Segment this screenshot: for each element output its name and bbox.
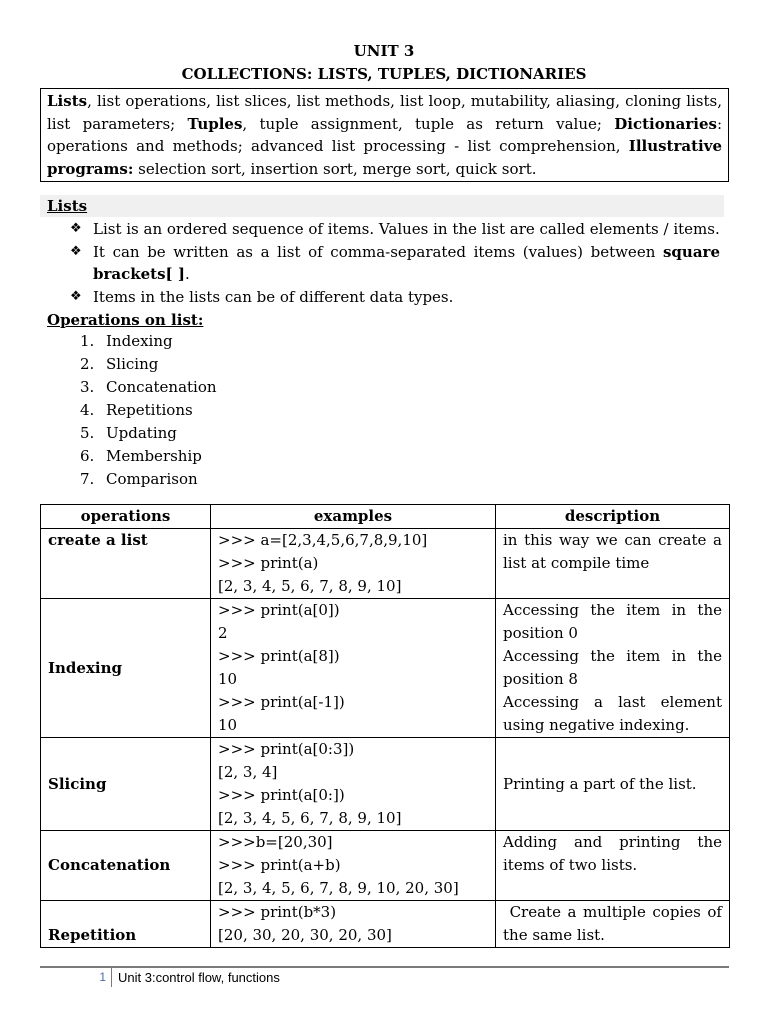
list-item	[80, 353, 217, 376]
item-label: Comparison	[106, 470, 198, 488]
code-line: [2, 3, 4, 5, 6, 7, 8, 9, 10]	[218, 577, 402, 595]
item-number: 3.	[80, 378, 95, 396]
item-label: Membership	[106, 447, 202, 465]
item-number: 5.	[80, 424, 95, 442]
list-item	[80, 422, 217, 445]
lists-heading: Lists	[47, 197, 88, 215]
syllabus-dictionaries: Dictionaries	[614, 114, 717, 133]
footer-text: Unit 3:control flow, functions	[118, 970, 280, 985]
item-number: 4.	[80, 401, 95, 419]
code-line: [2, 3, 4]	[218, 763, 278, 781]
code-line: 2	[218, 624, 228, 642]
footer-divider	[40, 966, 729, 968]
code-line: 10	[218, 670, 238, 688]
bullet-bold-text: square brackets[ ]	[93, 242, 720, 283]
list-item	[80, 468, 217, 491]
item-label: Repetitions	[106, 401, 193, 419]
operation-cell: create a list	[41, 529, 211, 599]
list-item	[80, 330, 217, 353]
code-line: >>> print(a[-1])	[218, 693, 345, 711]
operations-table	[40, 504, 730, 948]
syllabus-illustrative: Illustrative programs:	[47, 137, 722, 178]
syllabus-text: , tuple assignment, tuple as return value;	[242, 114, 615, 133]
code-line: >>> print(a[0])	[218, 601, 340, 619]
code-line: >>> print(a)	[218, 554, 319, 572]
syllabus-lists: Lists	[47, 92, 88, 110]
bullet-text: It can be written as a list of comma-separated items (values) between	[93, 242, 663, 261]
code-line: [20, 30, 20, 30, 20, 30]	[218, 926, 392, 944]
bullet-text: List is an ordered sequence of items. Values in the list are called elements / items.	[93, 220, 720, 238]
code-line: >>> print(b*3)	[218, 903, 337, 921]
code-line: >>> print(a[0:])	[218, 786, 345, 804]
item-number: 2.	[80, 355, 95, 373]
description-cell	[496, 599, 730, 738]
item-label: Updating	[106, 424, 177, 442]
bullet-text: .	[184, 265, 190, 283]
column-header: operations	[41, 505, 211, 529]
operation-cell: Repetition	[41, 901, 211, 948]
syllabus-text: : operations and methods; advanced list processing - list comprehension,	[47, 114, 722, 155]
table-header-row	[41, 505, 730, 529]
list-item	[80, 399, 217, 422]
code-line: >>> print(a[0:3])	[218, 740, 355, 758]
description-cell: Create a multiple copies of the same list.	[496, 901, 730, 948]
operation-cell: Concatenation	[41, 831, 211, 901]
operation-cell: Slicing	[41, 738, 211, 831]
examples-cell	[211, 529, 496, 599]
column-header: examples	[211, 505, 496, 529]
chapter-title: COLLECTIONS: LISTS, TUPLES, DICTIONARIES	[181, 65, 587, 83]
table-row	[41, 901, 730, 948]
description-cell: Printing a part of the list.	[496, 738, 730, 831]
code-line: >>> a=[2,3,4,5,6,7,8,9,10]	[218, 531, 428, 549]
code-line: [2, 3, 4, 5, 6, 7, 8, 9, 10, 20, 30]	[218, 879, 459, 897]
diamond-bullet-icon: ❖	[70, 288, 82, 304]
page-number: 1	[99, 970, 106, 984]
code-line: [2, 3, 4, 5, 6, 7, 8, 9, 10]	[218, 809, 402, 827]
list-item	[80, 445, 217, 468]
list-item	[70, 218, 720, 241]
table-row	[41, 529, 730, 599]
operations-heading: Operations on list:	[47, 311, 204, 329]
item-number: 1.	[80, 332, 95, 350]
footer-separator	[111, 968, 112, 987]
list-item	[70, 241, 720, 286]
syllabus-text: selection sort, insertion sort, merge sort, quick sort.	[133, 159, 537, 178]
examples-cell	[211, 599, 496, 738]
item-label: Concatenation	[106, 378, 217, 396]
description-cell: in this way we can create a list at compile time	[496, 529, 730, 599]
examples-cell	[211, 901, 496, 948]
description-cell: Adding and printing the items of two lists.	[496, 831, 730, 901]
examples-cell	[211, 738, 496, 831]
examples-cell	[211, 831, 496, 901]
column-header: description	[496, 505, 730, 529]
description-line: Accessing the item in the position 8	[503, 647, 722, 688]
table-row	[41, 738, 730, 831]
table-row	[41, 831, 730, 901]
lists-bullets	[70, 218, 720, 308]
code-line: >>> print(a+b)	[218, 856, 341, 874]
table-row	[41, 599, 730, 738]
syllabus-box	[40, 88, 729, 182]
list-item	[70, 286, 720, 309]
syllabus-tuples: Tuples	[187, 114, 243, 133]
list-item	[80, 376, 217, 399]
item-label: Indexing	[106, 332, 173, 350]
diamond-bullet-icon: ❖	[70, 243, 82, 259]
item-number: 7.	[80, 470, 95, 488]
section-heading-bar	[40, 195, 724, 217]
diamond-bullet-icon: ❖	[70, 221, 82, 236]
description-line: Accessing a last element using negative indexing.	[503, 693, 722, 734]
bullet-text: Items in the lists can be of different data types.	[93, 287, 454, 306]
code-line: >>>b=[20,30]	[218, 833, 333, 851]
description-line: Accessing the item in the position 0	[503, 601, 722, 642]
unit-heading: UNIT 3	[353, 42, 415, 60]
operation-cell: Indexing	[41, 599, 211, 738]
code-line: 10	[218, 716, 238, 734]
item-label: Slicing	[106, 355, 159, 373]
code-line: >>> print(a[8])	[218, 647, 340, 665]
item-number: 6.	[80, 447, 95, 465]
syllabus-text: , list operations, list slices, list methods, list loop, mutability, aliasing, cloning lists, list parameters;	[47, 92, 722, 133]
operations-list	[80, 330, 217, 491]
